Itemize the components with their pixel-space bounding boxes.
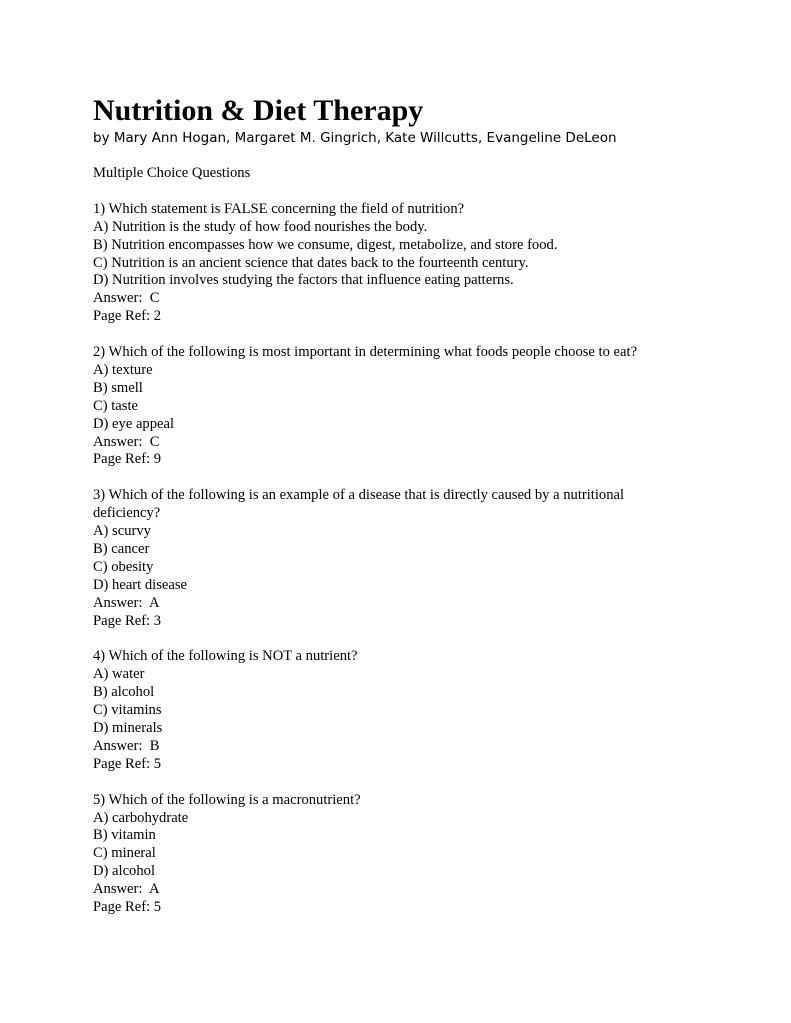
question-3 xyxy=(93,487,753,630)
question-stem: 5) Which of the following is a macronutrient? xyxy=(93,791,361,808)
option-d: D) alcohol xyxy=(93,863,156,880)
option-c: C) mineral xyxy=(93,845,156,862)
option-a: A) water xyxy=(93,666,145,683)
question-1 xyxy=(93,201,753,326)
answer-line: Answer: A xyxy=(93,881,160,898)
page-ref: Page Ref: 5 xyxy=(93,755,162,772)
answer-line: Answer: A xyxy=(93,594,160,611)
option-a: A) carbohydrate xyxy=(93,809,189,826)
answer-line: Answer: B xyxy=(93,737,160,754)
document-authors: by Mary Ann Hogan, Margaret M. Gingrich, Kate Willcutts, Evangeline DeLeon xyxy=(93,130,617,146)
answer-line: Answer: C xyxy=(93,290,160,307)
question-stem: 1) Which statement is FALSE concerning the field of nutrition? xyxy=(93,200,465,217)
option-b: B) alcohol xyxy=(93,684,155,701)
page-ref: Page Ref: 3 xyxy=(93,612,162,629)
option-b: B) smell xyxy=(93,379,143,396)
question-5 xyxy=(93,792,753,917)
page-ref: Page Ref: 9 xyxy=(93,451,162,468)
question-4 xyxy=(93,648,753,773)
page-ref: Page Ref: 5 xyxy=(93,899,162,916)
option-b: B) cancer xyxy=(93,540,150,557)
option-d: D) eye appeal xyxy=(93,415,175,432)
option-a: A) texture xyxy=(93,361,153,378)
option-a: A) Nutrition is the study of how food nourishes the body. xyxy=(93,218,428,235)
option-d: D) heart disease xyxy=(93,576,188,593)
option-b: B) Nutrition encompasses how we consume, digest, metabolize, and store food. xyxy=(93,236,558,253)
question-stem: 4) Which of the following is NOT a nutrient? xyxy=(93,648,358,665)
option-c: C) obesity xyxy=(93,558,154,575)
option-c: C) Nutrition is an ancient science that dates back to the fourteenth century. xyxy=(93,254,529,271)
document-page xyxy=(93,94,753,935)
section-label: Multiple Choice Questions xyxy=(93,165,251,181)
option-d: D) minerals xyxy=(93,720,163,737)
option-c: C) vitamins xyxy=(93,702,162,719)
option-d: D) Nutrition involves studying the factors that influence eating patterns. xyxy=(93,272,514,289)
page-ref: Page Ref: 2 xyxy=(93,308,162,325)
option-b: B) vitamin xyxy=(93,827,156,844)
option-a: A) scurvy xyxy=(93,523,151,540)
question-stem: 3) Which of the following is an example of a disease that is directly caused by a nutritional deficiency? xyxy=(93,487,625,522)
question-stem: 2) Which of the following is most important in determining what foods people choose to eat? xyxy=(93,344,638,361)
question-2 xyxy=(93,344,753,469)
option-c: C) taste xyxy=(93,397,138,414)
document-title: Nutrition & Diet Therapy xyxy=(93,94,424,127)
answer-line: Answer: C xyxy=(93,433,160,450)
